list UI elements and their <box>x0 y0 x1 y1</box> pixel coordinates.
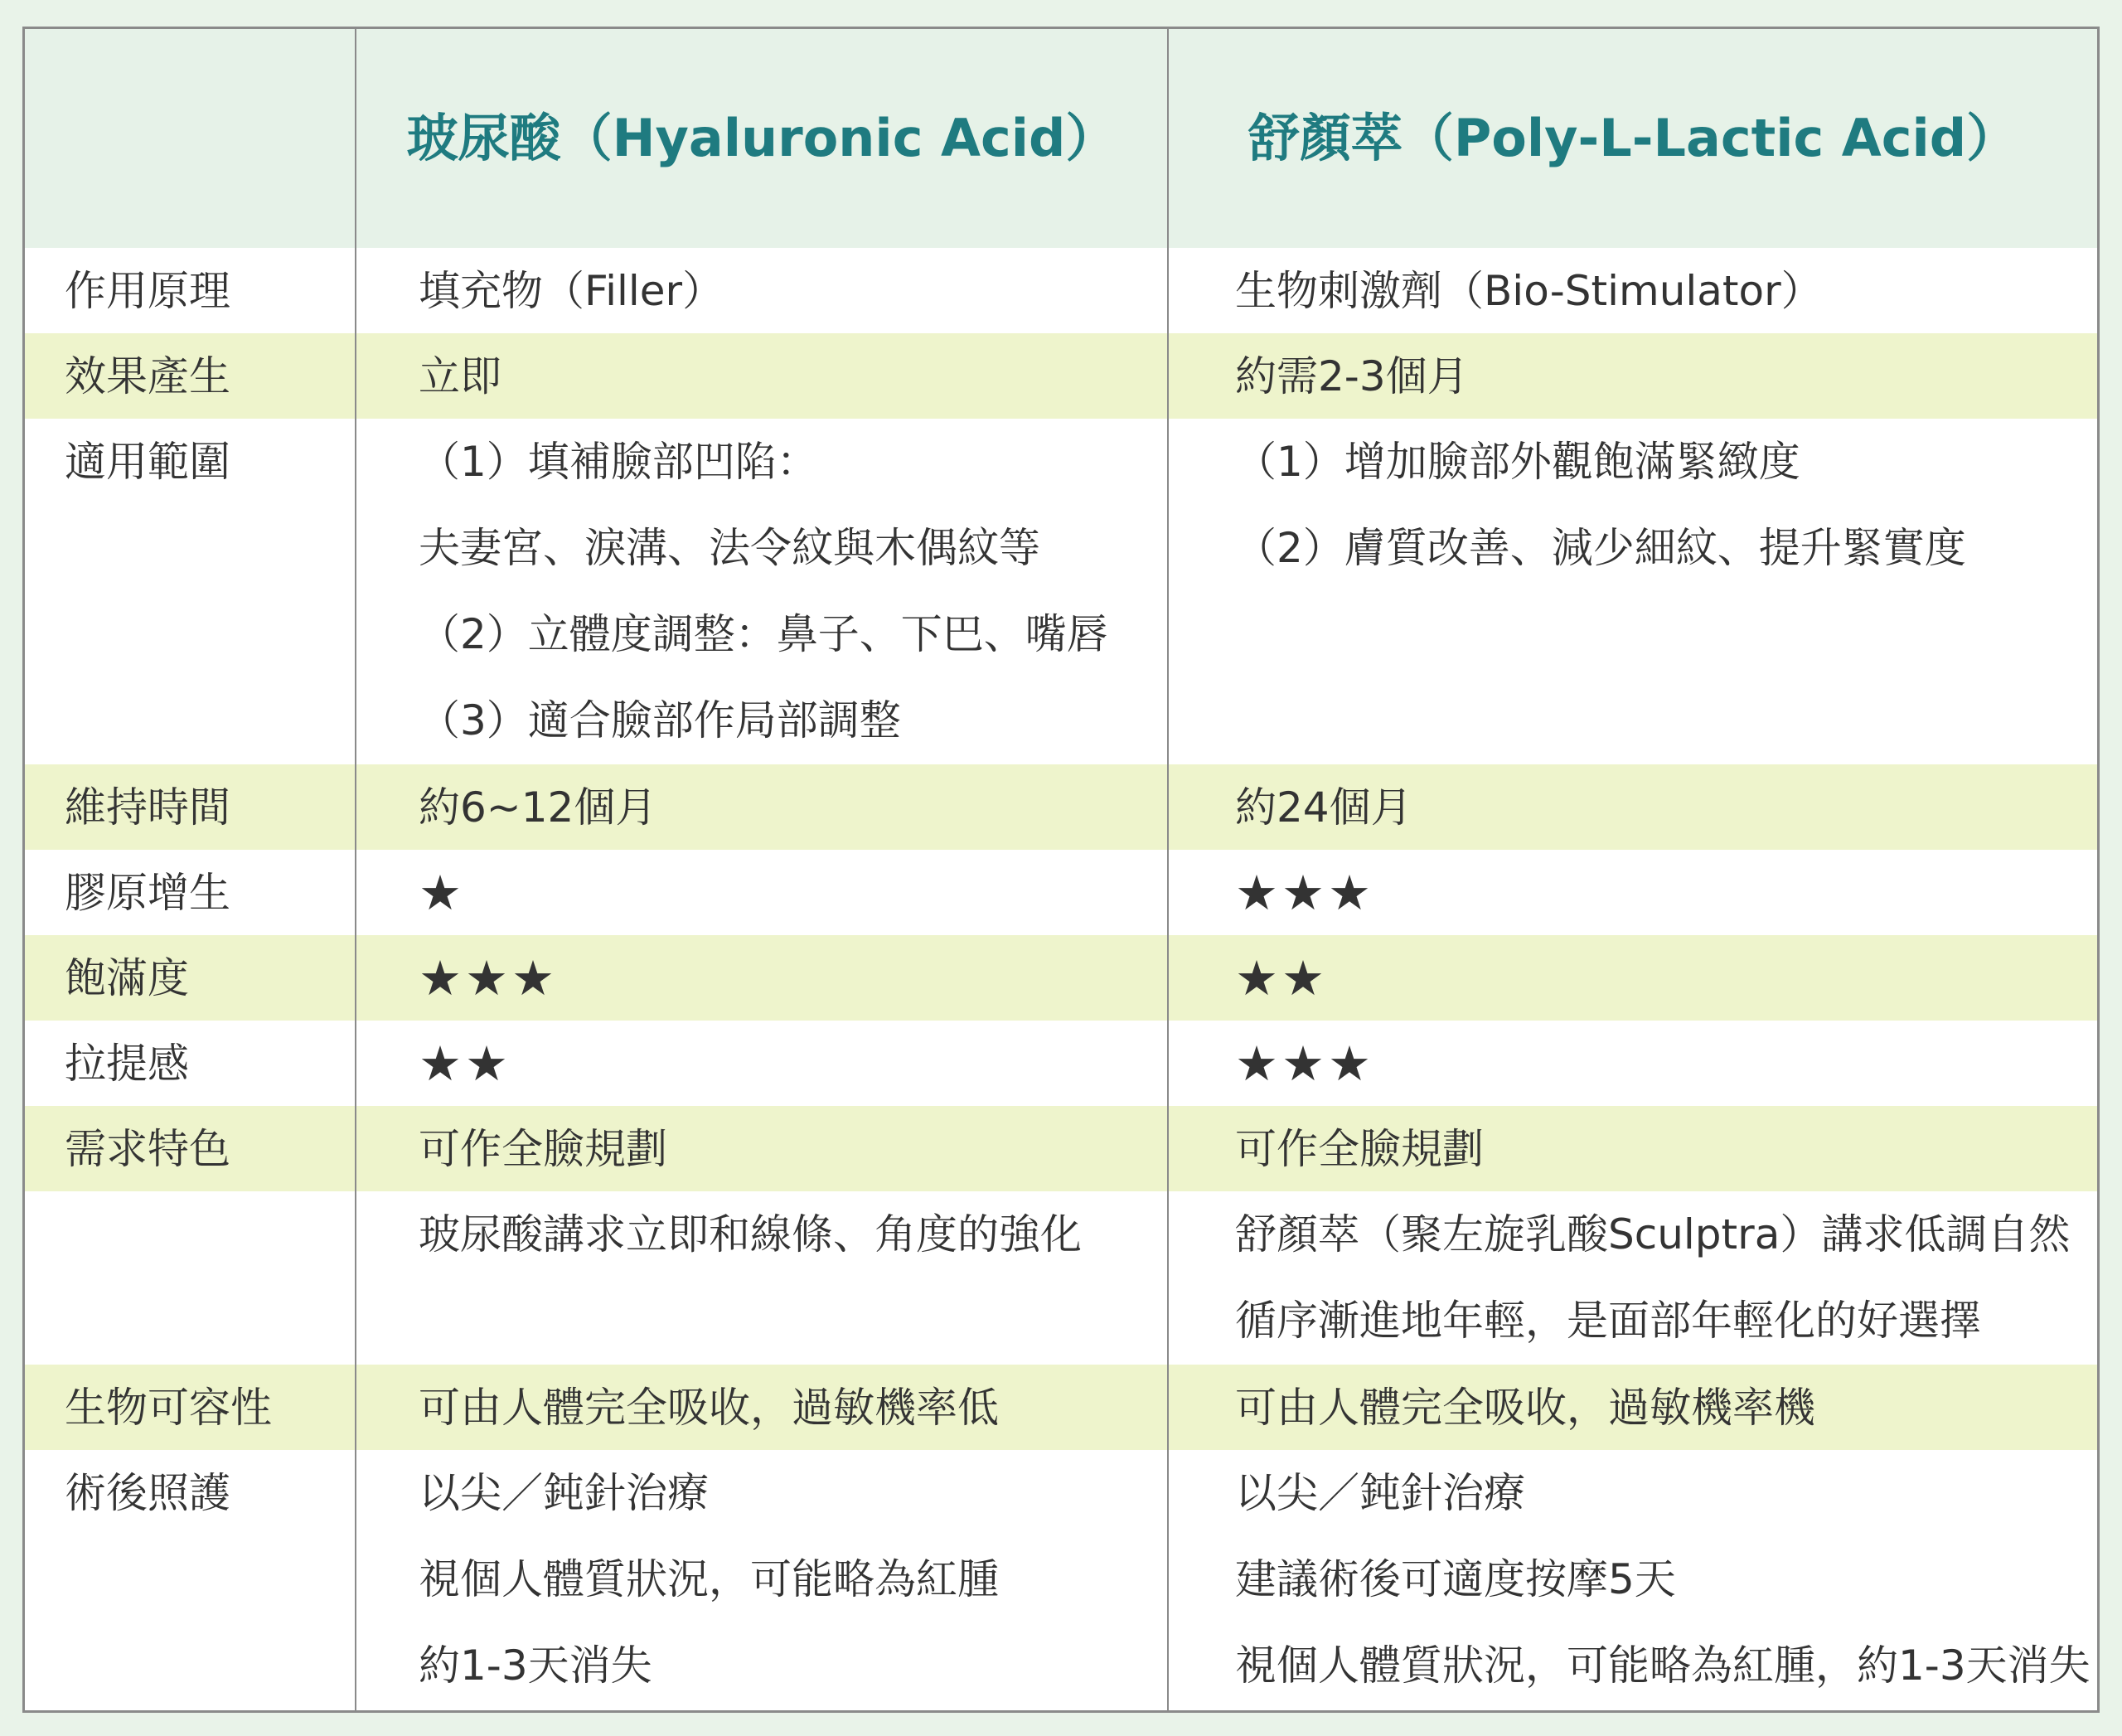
cell-line: 循序漸進地年輕，是面部年輕化的好選擇 <box>1235 1297 1981 1345</box>
poly-l-lactic-cell <box>1167 333 2097 419</box>
cell-line: 約24個月 <box>1235 783 1412 832</box>
cell-line: 約需2-3個月 <box>1235 352 1469 400</box>
row-label: 需求特色 <box>25 1106 355 1191</box>
hyaluronic-cell <box>355 935 1167 1021</box>
cell-line: 生物刺激劑（Bio-Stimulator） <box>1235 267 1823 315</box>
cell-line: 約1-3天消失 <box>419 1641 652 1690</box>
cell-line: 玻尿酸講求立即和線條、角度的強化 <box>419 1210 1082 1258</box>
cell-line: 立即 <box>419 352 501 400</box>
row-label <box>25 1191 355 1365</box>
cell-line: 視個人體質狀況，可能略為紅腫，約1-3天消失 <box>1235 1641 2091 1690</box>
cell-line: 可作全臉規劃 <box>1235 1125 1484 1173</box>
hyaluronic-cell <box>355 764 1167 850</box>
star-rating: ★ <box>419 865 465 921</box>
cell-line: 可由人體完全吸收，過敏機率機 <box>1235 1384 1815 1432</box>
cell-line: 以尖／鈍針治療 <box>1235 1469 1525 1517</box>
poly-l-lactic-cell <box>1167 1021 2097 1106</box>
hyaluronic-cell <box>355 419 1167 764</box>
row-label: 拉提感 <box>25 1021 355 1106</box>
poly-l-lactic-cell <box>1167 1191 2097 1365</box>
star-rating: ★★★ <box>1235 865 1374 921</box>
poly-l-lactic-cell <box>1167 248 2097 333</box>
cell-line: （2）立體度調整：鼻子、下巴、嘴唇 <box>419 610 1108 658</box>
poly-l-lactic-cell <box>1167 1106 2097 1191</box>
poly-l-lactic-cell <box>1167 764 2097 850</box>
cell-line: 以尖／鈍針治療 <box>419 1469 709 1517</box>
star-rating: ★★ <box>1235 950 1328 1006</box>
cell-line: （1）增加臉部外觀飽滿緊緻度 <box>1235 438 1800 486</box>
poly-l-lactic-cell <box>1167 1365 2097 1450</box>
hyaluronic-cell <box>355 850 1167 935</box>
poly-l-lactic-cell <box>1167 1450 2097 1710</box>
poly-l-lactic-cell <box>1167 850 2097 935</box>
cell-line: （1）填補臉部凹陷： <box>419 438 818 486</box>
cell-line: 視個人體質狀況，可能略為紅腫 <box>419 1555 999 1603</box>
hyaluronic-cell <box>355 333 1167 419</box>
cell-line: 填充物（Filler） <box>419 267 724 315</box>
row-label: 作用原理 <box>25 248 355 333</box>
cell-line: 舒顏萃（聚左旋乳酸Sculptra）講求低調自然 <box>1235 1210 2071 1258</box>
cell-line: （2）膚質改善、減少細紋、提升緊實度 <box>1235 524 1966 572</box>
star-rating: ★★★ <box>1235 1035 1374 1092</box>
hyaluronic-cell <box>355 1106 1167 1191</box>
row-label: 維持時間 <box>25 764 355 850</box>
header-poly-l-lactic-acid: 舒顏萃（Poly-L-Lactic Acid） <box>1167 29 2097 248</box>
cell-line: （3）適合臉部作局部調整 <box>419 696 901 744</box>
hyaluronic-cell <box>355 1021 1167 1106</box>
hyaluronic-cell <box>355 248 1167 333</box>
header-hyaluronic-acid: 玻尿酸（Hyaluronic Acid） <box>355 29 1167 248</box>
row-label: 生物可容性 <box>25 1365 355 1450</box>
row-label: 術後照護 <box>25 1450 355 1710</box>
row-label: 適用範圍 <box>25 419 355 764</box>
row-label: 效果產生 <box>25 333 355 419</box>
cell-line: 可作全臉規劃 <box>419 1125 667 1173</box>
star-rating: ★★★ <box>419 950 558 1006</box>
cell-line: 建議術後可適度按摩5天 <box>1235 1555 1676 1603</box>
header-corner-cell <box>25 29 355 248</box>
cell-line: 約6~12個月 <box>419 783 657 832</box>
row-label: 飽滿度 <box>25 935 355 1021</box>
star-rating: ★★ <box>419 1035 511 1092</box>
hyaluronic-cell <box>355 1450 1167 1710</box>
row-label: 膠原增生 <box>25 850 355 935</box>
hyaluronic-cell <box>355 1191 1167 1365</box>
cell-line: 可由人體完全吸收，過敏機率低 <box>419 1384 999 1432</box>
cell-line: 夫妻宮、淚溝、法令紋與木偶紋等 <box>419 524 1040 572</box>
poly-l-lactic-cell <box>1167 419 2097 764</box>
hyaluronic-cell <box>355 1365 1167 1450</box>
poly-l-lactic-cell <box>1167 935 2097 1021</box>
comparison-table <box>22 27 2100 1713</box>
